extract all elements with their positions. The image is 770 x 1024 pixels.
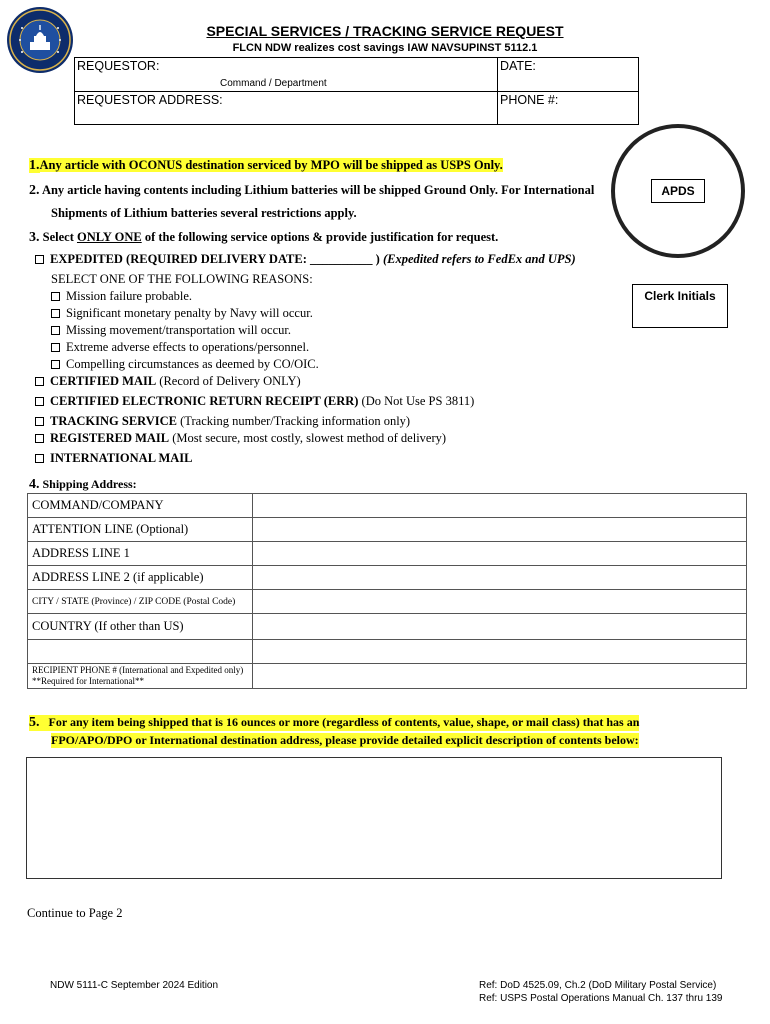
err-label: CERTIFIED ELECTRONIC RETURN RECEIPT (ERR) <box>50 394 359 408</box>
table-row <box>28 640 747 664</box>
shipping-row-input[interactable] <box>253 590 747 614</box>
registered-label: REGISTERED MAIL <box>50 431 170 445</box>
table-row <box>28 494 747 518</box>
date-field[interactable] <box>500 58 636 90</box>
table-row <box>28 590 747 614</box>
option-international <box>35 451 193 466</box>
reason-label: Significant monetary penalty by Navy will occur. <box>66 306 313 320</box>
reason-item <box>51 357 319 372</box>
form-title: SPECIAL SERVICES / TRACKING SERVICE REQUEST <box>206 23 564 39</box>
reason-label: Mission failure probable. <box>66 289 193 303</box>
err-checkbox[interactable] <box>35 397 44 406</box>
shipping-row-label: ATTENTION LINE (Optional) <box>28 518 253 542</box>
option-err <box>35 394 474 409</box>
reason-label: Missing movement/transportation will occur. <box>66 323 291 337</box>
apds-label: APDS <box>651 179 705 203</box>
shipping-row-label: CITY / STATE (Province) / ZIP CODE (Postal Code) <box>28 590 253 614</box>
date-label: DATE: <box>500 59 536 73</box>
item-2 <box>29 183 594 199</box>
option-registered <box>35 431 446 446</box>
expedited-checkbox[interactable] <box>35 255 44 264</box>
item-2-text-cont: Shipments of Lithium batteries several restrictions apply. <box>51 206 357 220</box>
shipping-row-label <box>28 640 253 664</box>
expedited-label: EXPEDITED (REQUIRED DELIVERY DATE: __________ ) <box>50 252 380 266</box>
reason-checkbox[interactable] <box>51 343 60 352</box>
section-5-text-1: For any item being shipped that is 16 ounces or more (regardless of contents, value, shape, or mail class) that has an <box>48 715 640 729</box>
item-3-number: 3. <box>29 230 40 245</box>
item-3 <box>29 230 498 246</box>
table-row <box>28 518 747 542</box>
reasons-heading: SELECT ONE OF THE FOLLOWING REASONS: <box>51 272 313 286</box>
reference-2: Ref: USPS Postal Operations Manual Ch. 137 thru 139 <box>479 993 723 1004</box>
reason-checkbox[interactable] <box>51 292 60 301</box>
reason-checkbox[interactable] <box>51 309 60 318</box>
international-checkbox[interactable] <box>35 454 44 463</box>
tracking-label: TRACKING SERVICE <box>50 414 178 428</box>
shipping-row-input[interactable] <box>253 566 747 590</box>
reason-item <box>51 323 291 338</box>
table-row <box>28 542 747 566</box>
table-row <box>28 664 747 689</box>
reason-item <box>51 306 313 321</box>
certified-mail-checkbox[interactable] <box>35 377 44 386</box>
shipping-row-input[interactable] <box>253 518 747 542</box>
shipping-row-label: COUNTRY (If other than US) <box>28 614 253 640</box>
option-certified-mail <box>35 374 301 389</box>
certified-mail-note: (Record of Delivery ONLY) <box>156 374 301 388</box>
section-5-text-2: FPO/APO/DPO or International destination address, please provide detailed explicit description of contents below: <box>51 733 639 747</box>
shipping-number: 4. <box>29 477 40 492</box>
requestor-label: REQUESTOR: <box>77 59 160 73</box>
shipping-row-label: RECIPIENT PHONE # (International and Expedited only) **Required for International** <box>28 664 253 689</box>
requestor-address-field[interactable] <box>75 92 496 124</box>
shipping-row-label: COMMAND/COMPANY <box>28 494 253 518</box>
form-edition: NDW 5111-C September 2024 Edition <box>50 980 219 991</box>
section-5-line-1 <box>29 715 639 731</box>
contents-description-box[interactable] <box>26 757 722 879</box>
shipping-row-label: ADDRESS LINE 1 <box>28 542 253 566</box>
item-2-text: Any article having contents including Lithium batteries will be shipped Ground Only. For International <box>41 183 595 197</box>
reason-item <box>51 289 192 304</box>
expedited-note: (Expedited refers to FedEx and UPS) <box>379 252 576 266</box>
shipping-row-input[interactable] <box>253 494 747 518</box>
reason-label: Compelling circumstances as deemed by CO/OIC. <box>66 357 319 371</box>
shipping-address-table <box>27 493 747 689</box>
reference-1: Ref: DoD 4525.09, Ch.2 (DoD Military Postal Service) <box>479 980 717 991</box>
item-1-text: Any article with OCONUS destination serviced by MPO will be shipped as USPS Only. <box>39 158 503 172</box>
item-3-only-one: ONLY ONE <box>76 230 142 244</box>
naval-support-seal-logo <box>6 6 74 74</box>
section-5-number: 5. <box>29 715 40 730</box>
reason-checkbox[interactable] <box>51 326 60 335</box>
table-row <box>28 614 747 640</box>
shipping-heading <box>29 477 137 493</box>
registered-checkbox[interactable] <box>35 434 44 443</box>
shipping-heading-text: Shipping Address: <box>42 477 137 491</box>
reason-label: Extreme adverse effects to operations/personnel. <box>66 340 310 354</box>
tracking-checkbox[interactable] <box>35 417 44 426</box>
shipping-row-input[interactable] <box>253 542 747 566</box>
reason-checkbox[interactable] <box>51 360 60 369</box>
requestor-address-label: REQUESTOR ADDRESS: <box>77 93 223 107</box>
item-3-post: of the following service options & provide justification for request. <box>141 230 499 244</box>
form-subtitle: FLCN NDW realizes cost savings IAW NAVSUPINST 5112.1 <box>232 42 538 54</box>
shipping-row-input[interactable] <box>253 640 747 664</box>
option-tracking <box>35 414 410 429</box>
continue-note: Continue to Page 2 <box>27 906 123 920</box>
shipping-row-input[interactable] <box>253 614 747 640</box>
shipping-row-label: ADDRESS LINE 2 (if applicable) <box>28 566 253 590</box>
shipping-row-input[interactable] <box>253 664 747 689</box>
registered-note: (Most secure, most costly, slowest method of delivery) <box>169 431 447 445</box>
phone-label: PHONE #: <box>500 93 559 107</box>
item-1-number: 1. <box>29 158 40 173</box>
table-row <box>28 566 747 590</box>
certified-mail-label: CERTIFIED MAIL <box>50 374 157 388</box>
option-expedited <box>35 252 576 267</box>
phone-field[interactable] <box>498 92 638 124</box>
command-department-label: Command / Department <box>220 78 327 89</box>
reason-item <box>51 340 309 355</box>
clerk-initials-label: Clerk Initials <box>644 289 716 303</box>
item-3-pre: Select <box>42 230 77 244</box>
tracking-note: (Tracking number/Tracking information only) <box>177 414 411 428</box>
item-1 <box>29 158 503 174</box>
err-note: (Do Not Use PS 3811) <box>358 394 475 408</box>
item-2-number: 2. <box>29 183 40 198</box>
international-label: INTERNATIONAL MAIL <box>50 451 193 465</box>
